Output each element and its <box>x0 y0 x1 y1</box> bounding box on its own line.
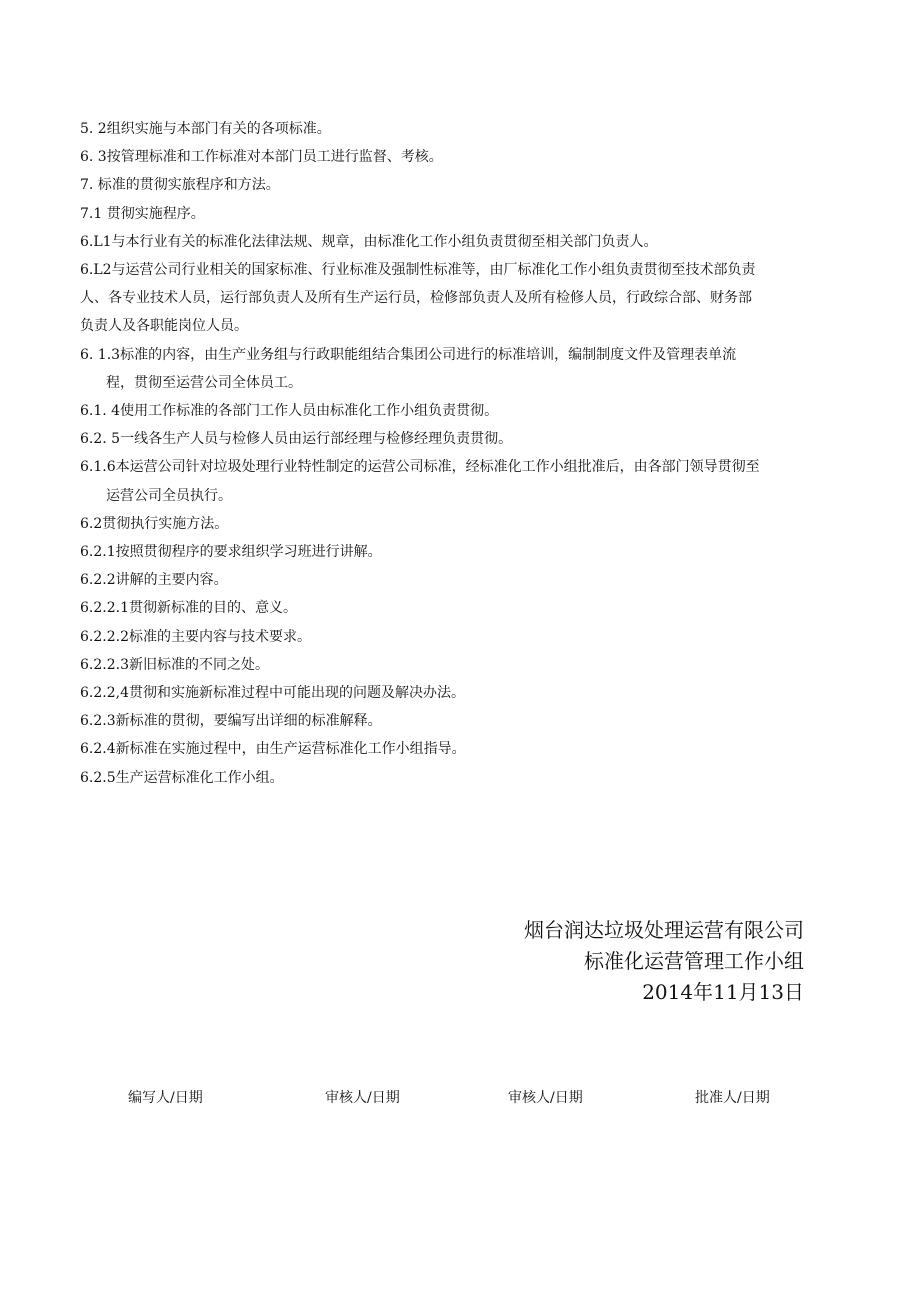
paragraph-line: 7.1 贯彻实施程序。 <box>80 205 205 222</box>
paragraph <box>80 566 840 594</box>
paragraph <box>80 594 840 622</box>
paragraph-line: 6.2.2.3新旧标准的不同之处。 <box>80 656 269 673</box>
paragraph-line: 6.2.2讲解的主要内容。 <box>80 572 228 589</box>
paragraph-line: 6.1. 4使用工作标准的各部门工作人员由标准化工作小组负责贯彻。 <box>80 403 499 420</box>
paragraph-line: 人、各专业技术人员，运行部负责人及所有生产运行员，检修部负责人及所有检修人员，行政综合部、财务部 <box>80 290 752 307</box>
paragraph-line: 6. 3按管理标准和工作标准对本部门员工进行监督、考核。 <box>80 149 443 166</box>
paragraph-line: 6.2.2.1贯彻新标准的目的、意义。 <box>80 600 297 617</box>
paragraph <box>80 397 840 425</box>
reviewer-label-1: 审核人/日期 <box>325 1090 400 1106</box>
paragraph <box>80 115 840 143</box>
paragraph <box>80 200 840 228</box>
paragraph <box>80 764 840 792</box>
paragraph <box>80 679 840 707</box>
paragraph <box>80 538 840 566</box>
company-name: 烟台润达垃圾处理运营有限公司 <box>524 918 804 942</box>
approver-label: 批准人/日期 <box>695 1090 770 1106</box>
paragraph <box>80 171 840 199</box>
paragraph-line: 5. 2组织实施与本部门有关的各项标准。 <box>80 121 331 137</box>
paragraph <box>80 651 840 679</box>
paragraph-line: 6.2.3新标准的贯彻，要编写出详细的标准解释。 <box>80 713 382 730</box>
paragraph-line: 6. 1.3标准的内容，由生产业务组与行政职能组结合集团公司进行的标准培训，编制制度文件及管理表单流 <box>80 346 737 363</box>
paragraph <box>80 707 840 735</box>
paragraph <box>80 735 840 763</box>
approval-row <box>0 1086 920 1116</box>
reviewer-label-2: 审核人/日期 <box>508 1090 583 1106</box>
paragraph <box>80 341 840 397</box>
document-body <box>80 115 840 792</box>
paragraph-line: 6.2.4新标准在实施过程中，由生产运营标准化工作小组指导。 <box>80 741 466 758</box>
paragraph-line: 6.L1与本行业有关的标准化法律法规、规章，由标准化工作小组负责贯彻至相关部门负责人。 <box>80 233 658 250</box>
paragraph <box>80 623 840 651</box>
paragraph-line: 6.2.5生产运营标准化工作小组。 <box>80 769 284 786</box>
signature-date: 2014年11月13日 <box>642 980 804 1004</box>
signature-block <box>524 915 804 1008</box>
paragraph-line: 6.2.2,4贯彻和实施新标准过程中可能出现的问题及解决办法。 <box>80 685 465 702</box>
paragraph-line: 负责人及各职能岗位人员。 <box>80 318 248 335</box>
paragraph-line: 程，贯彻至运营公司全体员工。 <box>106 374 302 391</box>
paragraph-line: 6.1.6本运营公司针对垃圾处理行业特性制定的运营公司标准，经标准化工作小组批准后，由各部门领导贯彻至 <box>80 459 760 476</box>
paragraph-line: 6.2. 5一线各生产人员与检修人员由运行部经理与检修经理负责贯彻。 <box>80 431 513 448</box>
paragraph-line: 运营公司全员执行。 <box>106 487 232 504</box>
paragraph-line: 6.L2与运营公司行业相关的国家标准、行业标准及强制性标准等，由厂标准化工作小组负责贯彻至技术部负责 <box>80 262 756 279</box>
paragraph <box>80 228 840 256</box>
working-group-name: 标准化运营管理工作小组 <box>584 949 804 973</box>
paragraph <box>80 256 840 341</box>
paragraph <box>80 510 840 538</box>
paragraph <box>80 143 840 171</box>
compiler-label: 编写人/日期 <box>128 1090 203 1106</box>
paragraph-line: 6.2贯彻执行实施方法。 <box>80 515 229 532</box>
paragraph <box>80 425 840 453</box>
paragraph-line: 7. 标准的贯彻实旅程序和方法。 <box>80 177 280 194</box>
paragraph <box>80 453 840 509</box>
paragraph-line: 6.2.2.2标准的主要内容与技术要求。 <box>80 628 311 645</box>
paragraph-line: 6.2.1按照贯彻程序的要求组织学习班进行讲解。 <box>80 544 382 561</box>
